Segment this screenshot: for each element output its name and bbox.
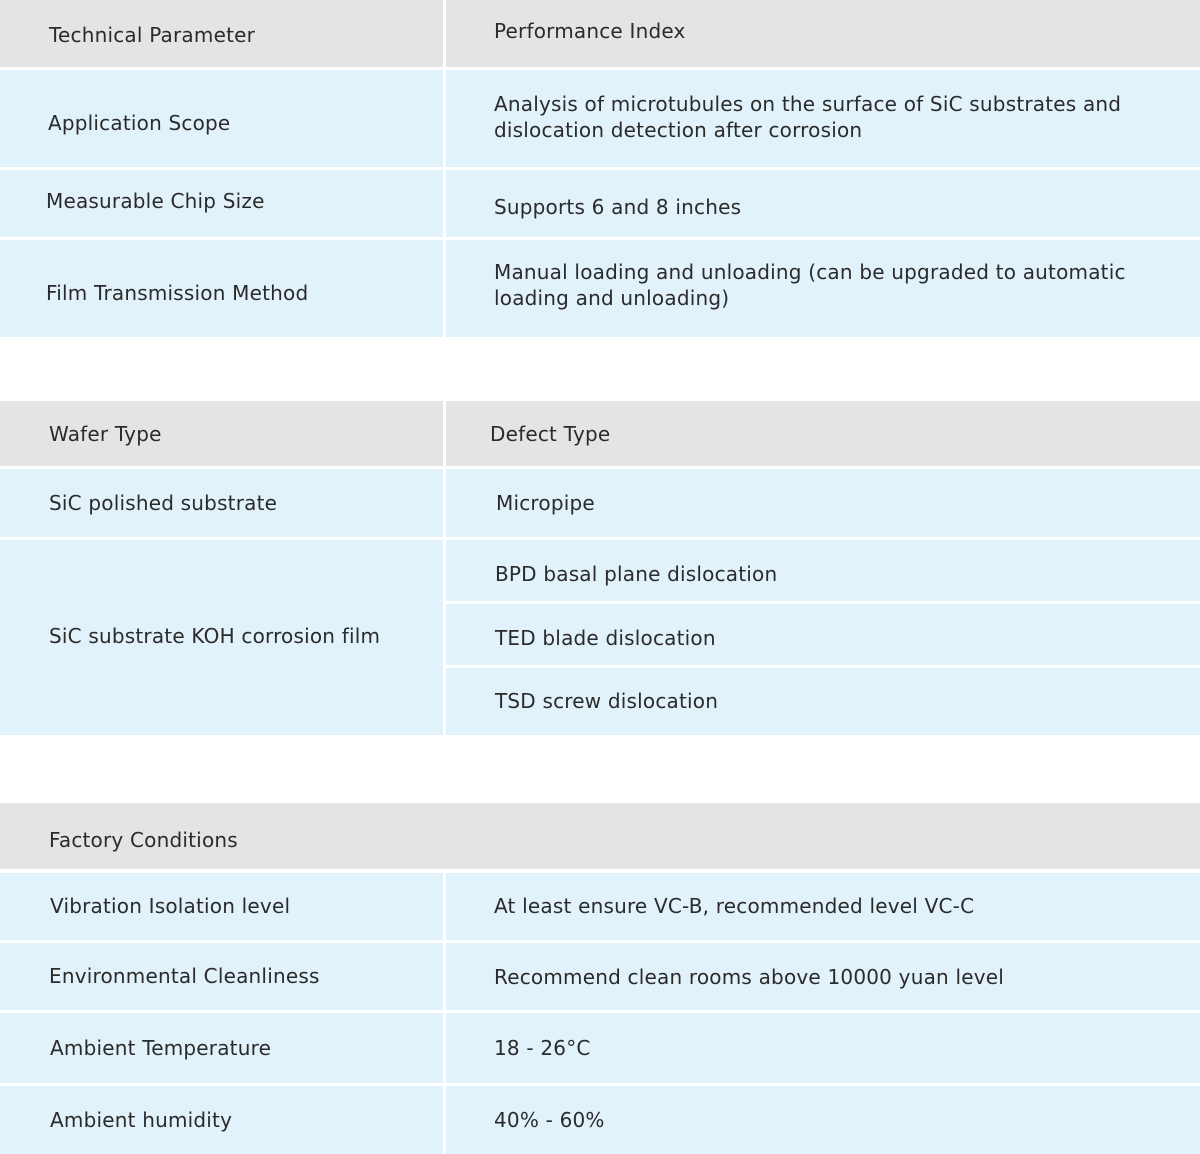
- condition-value: 40% - 60%: [446, 1086, 1200, 1154]
- column-header-performance-index: Performance Index: [446, 0, 1200, 67]
- param-label: Application Scope: [0, 70, 443, 167]
- spec-table: [0, 0, 1200, 337]
- table-row: [0, 240, 1200, 337]
- defect-type-cell: TSD screw dislocation: [446, 668, 1200, 735]
- condition-label: Ambient humidity: [0, 1086, 443, 1154]
- section-header-factory-conditions: Factory Conditions: [0, 803, 1200, 869]
- param-label: Film Transmission Method: [0, 240, 443, 337]
- condition-label: Vibration Isolation level: [0, 873, 443, 940]
- wafer-type-cell: SiC substrate KOH corrosion film: [0, 540, 443, 735]
- defect-table-header: [0, 401, 1200, 466]
- table-row: [0, 469, 1200, 537]
- defect-type-cell: Micropipe: [446, 469, 1200, 537]
- factory-conditions-header: [0, 803, 1200, 869]
- param-value: Supports 6 and 8 inches: [446, 170, 1200, 237]
- condition-label: Ambient Temperature: [0, 1013, 443, 1083]
- table-row: [0, 1013, 1200, 1083]
- column-header-technical-parameter: Technical Parameter: [0, 0, 443, 67]
- spec-table-header: [0, 0, 1200, 67]
- wafer-type-cell: SiC polished substrate: [0, 469, 443, 537]
- condition-label: Environmental Cleanliness: [0, 943, 443, 1010]
- defect-type-cell: TED blade dislocation: [446, 604, 1200, 665]
- table-row: [0, 540, 1200, 735]
- param-label: Measurable Chip Size: [0, 170, 443, 237]
- column-header-wafer-type: Wafer Type: [0, 401, 443, 466]
- param-value: Analysis of microtubules on the surface of SiC substrates and dislocation detection after corrosion: [446, 70, 1200, 167]
- condition-value: Recommend clean rooms above 10000 yuan level: [446, 943, 1200, 1010]
- condition-value: At least ensure VC-B, recommended level VC-C: [446, 873, 1200, 940]
- param-value: Manual loading and unloading (can be upgraded to automatic loading and unloading): [446, 240, 1200, 337]
- column-header-defect-type: Defect Type: [446, 401, 1200, 466]
- defect-type-cell: BPD basal plane dislocation: [446, 540, 1200, 601]
- table-row: [0, 873, 1200, 940]
- defect-table: [0, 401, 1200, 735]
- table-row: [0, 170, 1200, 237]
- condition-value: 18 - 26°C: [446, 1013, 1200, 1083]
- table-row: [0, 943, 1200, 1010]
- factory-conditions-table: [0, 803, 1200, 1154]
- table-row: [0, 70, 1200, 167]
- table-row: [0, 1086, 1200, 1154]
